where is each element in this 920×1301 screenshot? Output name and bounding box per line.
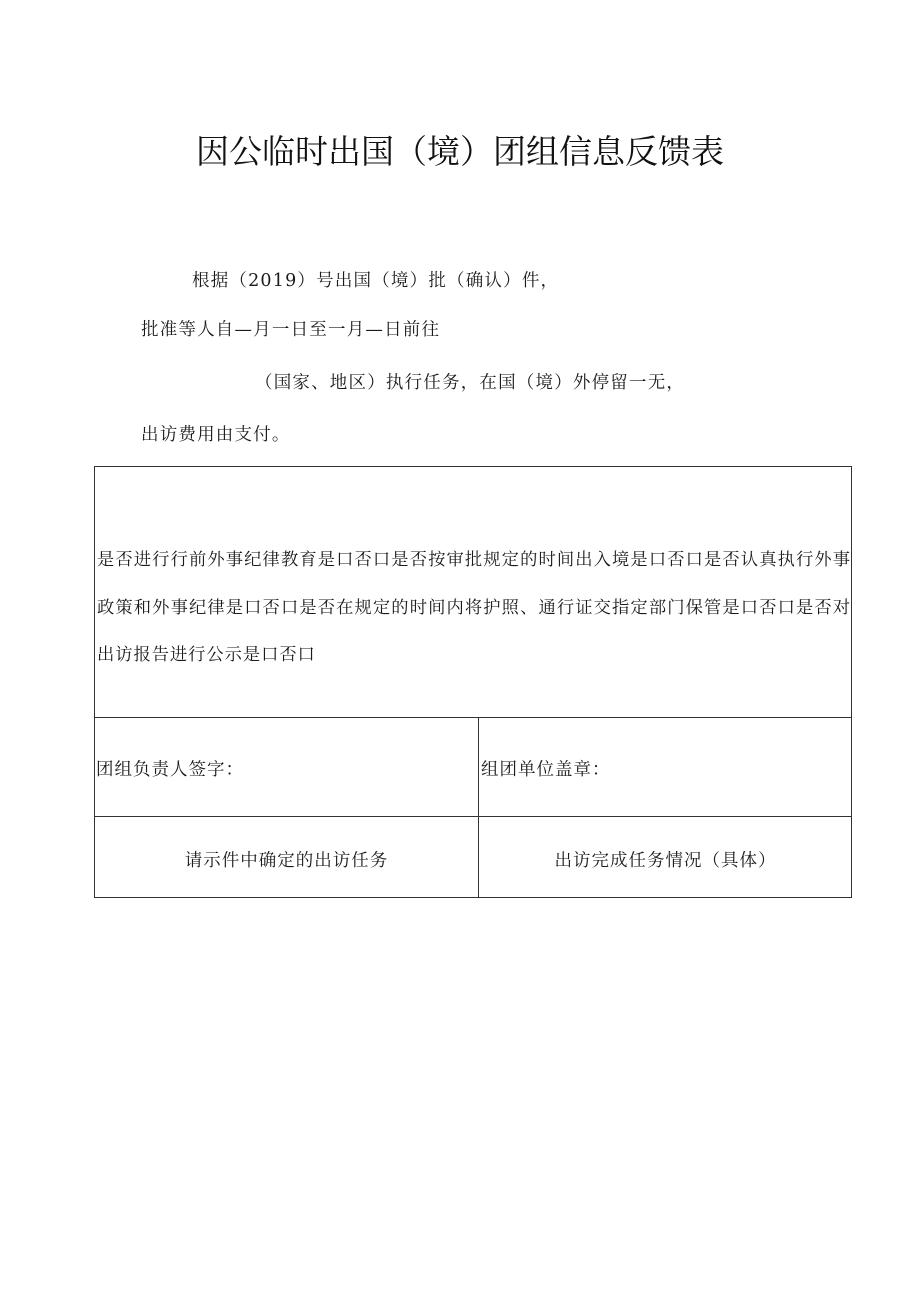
table-divider (95, 816, 851, 817)
leader-signature-label: 团组负责人签字： (96, 760, 244, 780)
document-title: 因公临时出国（境）团组信息反馈表 (196, 132, 724, 171)
destination-line: （国家、地区）执行任务，在国（境）外停留一无， (255, 373, 686, 393)
approval-dates-line: 批准等人自—月一日至一月—日前往 (141, 320, 441, 340)
table-divider (95, 717, 851, 718)
expense-line: 出访费用由支付。 (141, 425, 291, 445)
feedback-form-table (94, 466, 852, 898)
task-completion-header: 出访完成任务情况（具体） (554, 851, 777, 871)
assigned-tasks-header: 请示件中确定的出访任务 (184, 851, 389, 871)
unit-seal-label: 组团单位盖章： (481, 760, 611, 780)
compliance-checklist: 是否进行行前外事纪律教育是口否口是否按审批规定的时间出入境是口否口是否认真执行外事政策和外事纪律是口否口是否在规定的时间内将护照、通行证交指定部门保管是口否口是否对出访报告进行公示是口否口 (97, 550, 851, 665)
approval-reference-line: 根据（2019）号出国（境）批（确认）件， (192, 271, 560, 291)
